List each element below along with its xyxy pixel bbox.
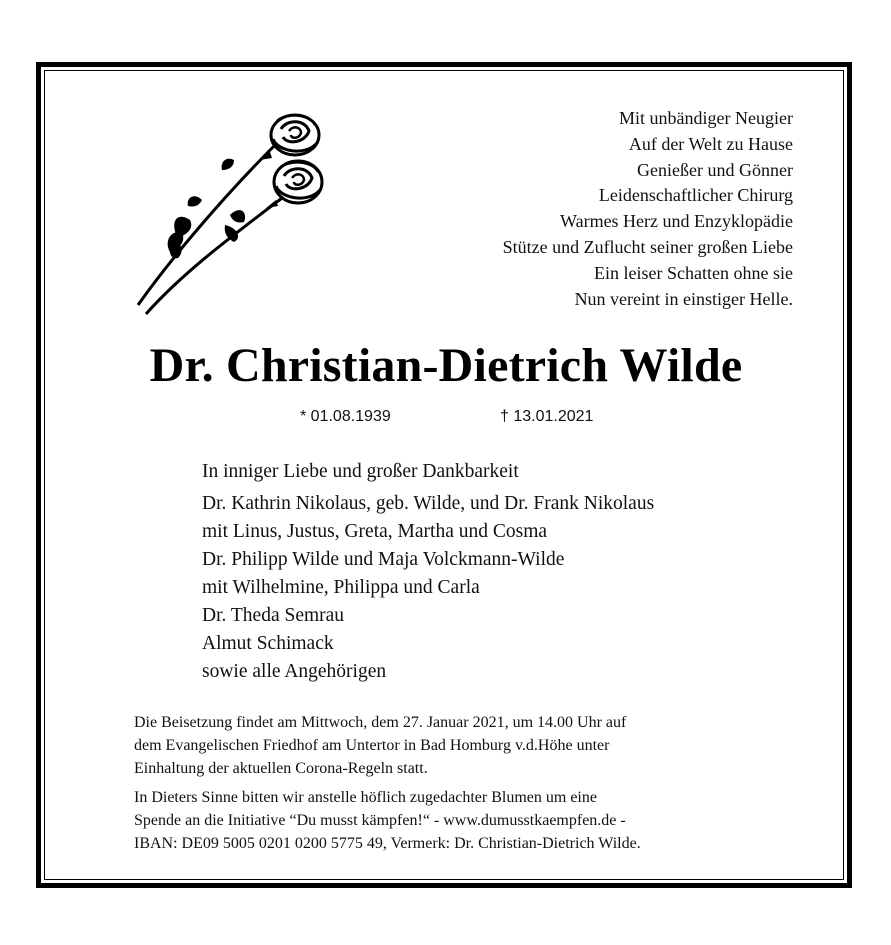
mourners-list — [202, 458, 654, 686]
poem-line: Leidenschaftlicher Chirurg — [598, 185, 793, 206]
poem-line: Auf der Welt zu Hause — [628, 133, 793, 154]
donation-info — [134, 786, 774, 855]
mourner-line: Dr. Philipp Wilde und Maja Volckmann-Wilde — [202, 549, 565, 570]
memorial-poem — [373, 106, 793, 312]
funeral-line: dem Evangelischen Friedhof am Untertor in Bad Homburg v.d.Höhe unter — [134, 737, 610, 754]
mourners-intro: In inniger Liebe und großer Dankbarkeit — [202, 461, 519, 482]
donation-line: In Dieters Sinne bitten wir anstelle höflich zugedachter Blumen um eine — [134, 789, 597, 806]
deceased-name: Dr. Christian-Dietrich Wilde — [149, 339, 743, 392]
poem-line: Genießer und Gönner — [637, 159, 793, 180]
mourner-line: sowie alle Angehörigen — [202, 661, 387, 682]
birth-date: * 01.08.1939 — [300, 408, 391, 425]
poem-line: Nun vereint in einstiger Helle. — [574, 288, 793, 309]
mourner-line: Almut Schimack — [202, 633, 334, 654]
funeral-info — [134, 711, 774, 780]
poem-line: Mit unbändiger Neugier — [619, 108, 793, 128]
donation-line: IBAN: DE09 5005 0201 0200 5775 49, Vermerk: Dr. Christian-Dietrich Wilde. — [134, 835, 641, 852]
mourner-line: mit Wilhelmine, Philippa und Carla — [202, 577, 480, 598]
two-roses-illustration — [130, 100, 330, 318]
donation-line: Spende an die Initiative “Du musst kämpfen!“ - www.dumusstkaempfen.de - — [134, 812, 626, 829]
death-date: † 13.01.2021 — [500, 408, 594, 425]
mourner-line: mit Linus, Justus, Greta, Martha und Cosma — [202, 521, 548, 542]
poem-line: Warmes Herz und Enzyklopädie — [560, 211, 793, 232]
funeral-line: Einhaltung der aktuellen Corona-Regeln statt. — [134, 760, 428, 777]
mourner-line: Dr. Kathrin Nikolaus, geb. Wilde, und Dr. Frank Nikolaus — [202, 493, 655, 514]
poem-line: Stütze und Zuflucht seiner großen Liebe — [502, 236, 793, 257]
mourner-line: Dr. Theda Semrau — [202, 605, 345, 626]
poem-line: Ein leiser Schatten ohne sie — [594, 262, 793, 283]
funeral-line: Die Beisetzung findet am Mittwoch, dem 27. Januar 2021, um 14.00 Uhr auf — [134, 714, 627, 731]
